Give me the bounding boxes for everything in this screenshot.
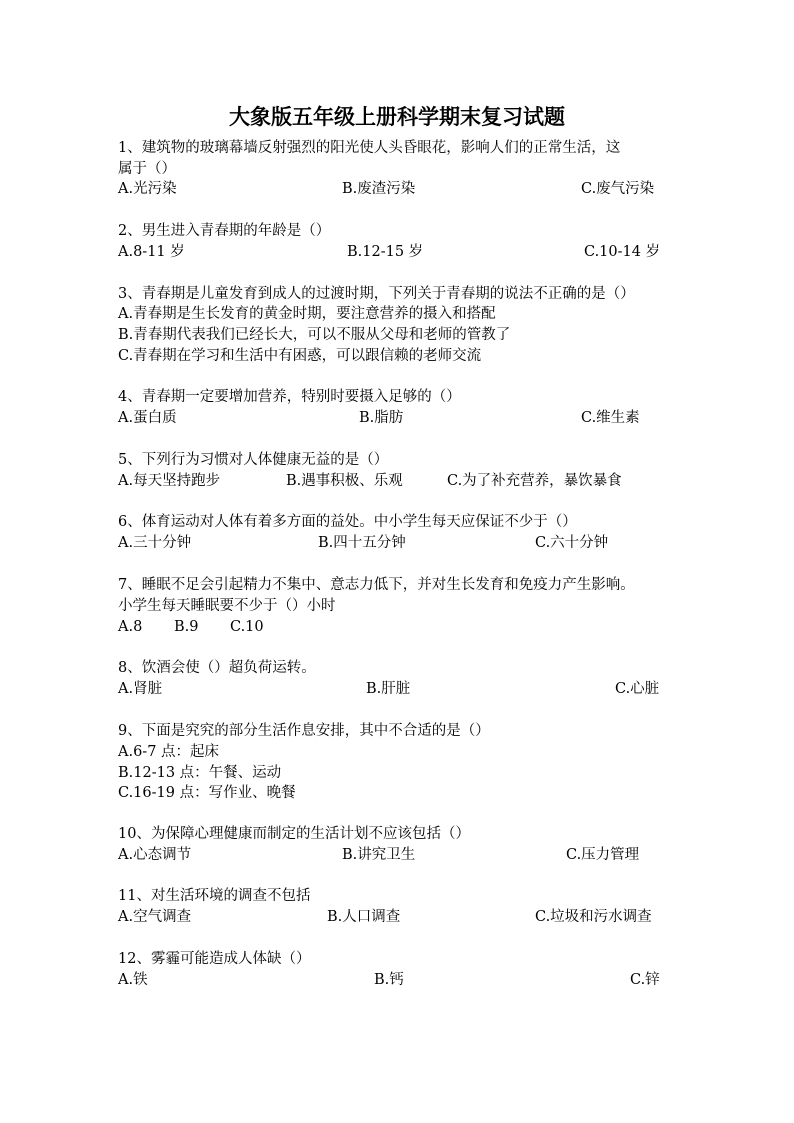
question-8-option-c: C.心脏 <box>615 681 660 697</box>
question-6-option-c: C.六十分钟 <box>535 535 609 551</box>
question-4-option-c: C.维生素 <box>581 410 640 426</box>
question-9-stem: 9、下面是究究的部分生活作息安排，其中不合适的是（） <box>118 723 490 739</box>
question-5-option-c: C.为了补充营养，暴饮暴食 <box>447 473 622 489</box>
question-3-option-c: C.青春期在学习和生活中有困惑，可以跟信赖的老师交流 <box>118 348 482 364</box>
question-6-option-b: B.四十五分钟 <box>318 535 406 551</box>
question-12-option-c: C.锌 <box>630 972 660 988</box>
question-5-stem: 5、下列行为习惯对人体健康无益的是（） <box>118 452 389 468</box>
question-10-stem: 10、为保障心理健康而制定的生活计划不应该包括（） <box>118 826 470 842</box>
question-2-option-a: A.8-11 岁 <box>118 244 185 260</box>
question-2-option-b: B.12-15 岁 <box>347 244 424 260</box>
question-12-option-a: A.铁 <box>118 972 148 988</box>
question-8-option-b: B.肝脏 <box>366 681 411 697</box>
question-3-option-a: A.青春期是生长发育的黄金时期，要注意营养的摄入和搭配 <box>118 306 496 322</box>
question-7-option-a: A.8 <box>118 619 143 635</box>
question-10-option-c: C.压力管理 <box>566 847 640 863</box>
question-4-option-b: B.脂肪 <box>359 410 404 426</box>
question-7-stem-line-1: 7、睡眠不足会引起精力不集中、意志力低下，并对生长发育和免疫力产生影响。 <box>118 577 635 593</box>
document-title: 大象版五年级上册科学期末复习试题 <box>229 104 565 129</box>
question-11-option-b: B.人口调查 <box>327 909 401 925</box>
question-9-option-b: B.12-13 点：午餐、运动 <box>118 765 282 781</box>
question-4-option-a: A.蛋白质 <box>118 410 177 426</box>
question-7-stem-line-2: 小学生每天睡眠要不少于（）小时 <box>118 598 336 614</box>
question-12-option-b: B.钙 <box>374 972 404 988</box>
question-7-option-b: B.9 <box>174 619 199 635</box>
question-1-option-b: B.废渣污染 <box>342 181 416 197</box>
question-10-option-a: A.心态调节 <box>118 847 192 863</box>
question-8-stem: 8、饮酒会使（）超负荷运转。 <box>118 660 316 676</box>
question-3-stem: 3、青春期是儿童发育到成人的过渡时期，下列关于青春期的说法不正确的是（） <box>118 286 635 302</box>
question-5-option-a: A.每天坚持跑步 <box>118 473 221 489</box>
question-5-option-b: B.遇事积极、乐观 <box>286 473 403 489</box>
question-10-option-b: B.讲究卫生 <box>342 847 416 863</box>
question-2-option-c: C.10-14 岁 <box>584 244 661 260</box>
question-11-stem: 11、对生活环境的调查不包括 <box>118 888 311 904</box>
question-1-stem-line-2: 属于（） <box>118 161 176 177</box>
question-4-stem: 4、青春期一定要增加营养，特别时要摄入足够的（） <box>118 389 461 405</box>
question-2-stem: 2、男生进入青春期的年龄是（） <box>118 223 331 239</box>
question-3-option-b: B.青春期代表我们已经长大，可以不服从父母和老师的管教了 <box>118 327 511 343</box>
question-7-option-c: C.10 <box>230 619 264 635</box>
question-1-stem-line-1: 1、建筑物的玻璃幕墙反射强烈的阳光使人头昏眼花，影响人们的正常生活，这 <box>118 140 621 156</box>
question-6-option-a: A.三十分钟 <box>118 535 192 551</box>
question-12-stem: 12、雾霾可能造成人体缺（） <box>118 951 311 967</box>
question-9-option-c: C.16-19 点：写作业、晚餐 <box>118 785 296 801</box>
question-6-stem: 6、体育运动对人体有着多方面的益处。中小学生每天应保证不少于（） <box>118 514 577 530</box>
question-9-option-a: A.6-7 点：起床 <box>118 744 220 760</box>
question-1-option-a: A.光污染 <box>118 181 177 197</box>
question-11-option-a: A.空气调查 <box>118 909 192 925</box>
question-8-option-a: A.肾脏 <box>118 681 163 697</box>
question-11-option-c: C.垃圾和污水调查 <box>535 909 652 925</box>
question-1-option-c: C.废气污染 <box>581 181 655 197</box>
